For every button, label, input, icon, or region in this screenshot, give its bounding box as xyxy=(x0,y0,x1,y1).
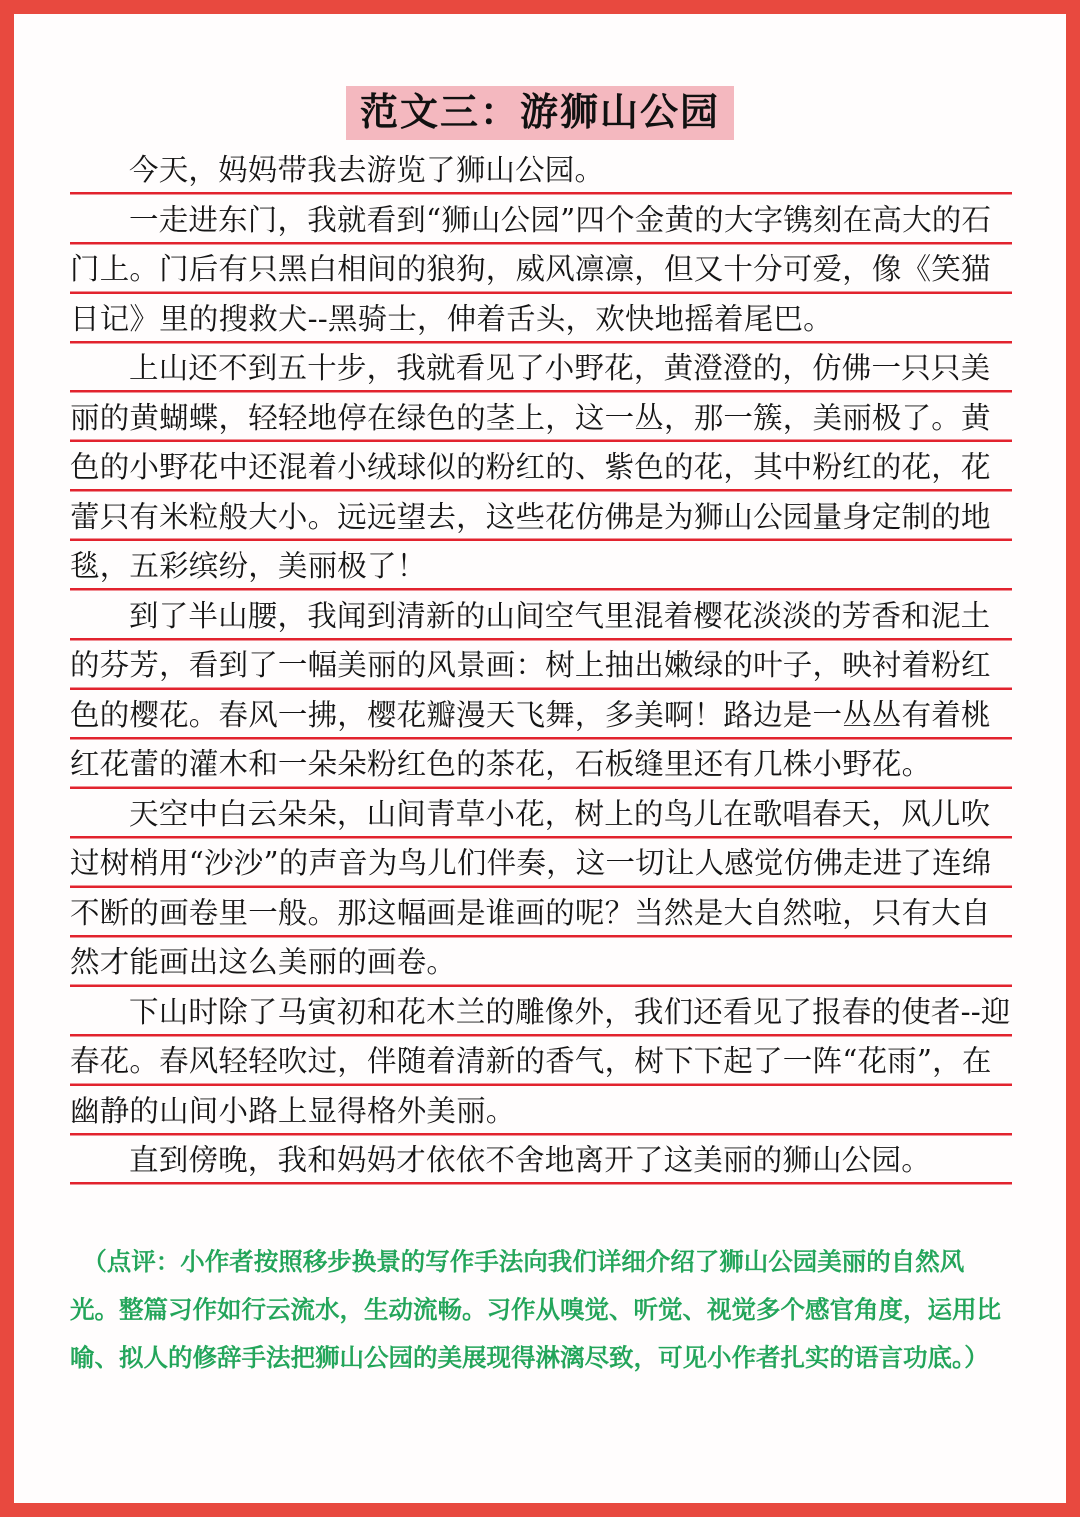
essay-paragraph-1: 今天，妈妈带我去游览了狮山公园。 xyxy=(70,146,1012,196)
essay-paragraph-5: 天空中白云朵朵，山间青草小花，树上的鸟儿在歌唱春天，风儿吹过树梢用“沙沙”的声音为鸟儿们伴奏，这一切让人感觉仿佛走进了连绵不断的画卷里一般。那这幅画是谁画的呢？当然是大自然啦，只有大自然才能画出这么美丽的画卷。 xyxy=(70,790,1012,988)
essay-title: 范文三：游狮山公园 xyxy=(346,86,734,140)
essay-paragraph-4: 到了半山腰，我闻到清新的山间空气里混着樱花淡淡的芳香和泥土的芬芳，看到了一幅美丽的风景画：树上抽出嫩绿的叶子，映衬着粉红色的樱花。春风一拂，樱花瓣漫天飞舞，多美啊！路边是一丛丛有着桃红花蕾的灌木和一朵朵粉红色的茶花，石板缝里还有几株小野花。 xyxy=(70,592,1012,790)
essay-paragraph-7: 直到傍晚，我和妈妈才依依不舍地离开了这美丽的狮山公园。 xyxy=(70,1136,1012,1186)
essay-paragraph-6: 下山时除了马寅初和花木兰的雕像外，我们还看见了报春的使者--迎春花。春风轻轻吹过，伴随着清新的香气，树下下起了一阵“花雨”，在幽静的山间小路上显得格外美丽。 xyxy=(70,988,1012,1137)
title-container xyxy=(0,86,1080,140)
teacher-comment: （点评：小作者按照移步换景的写作手法向我们详细介绍了狮山公园美丽的自然风光。整篇习作如行云流水，生动流畅。习作从嗅觉、听觉、视觉多个感官角度，运用比喻、拟人的修辞手法把狮山公园的美展现得淋漓尽致，可见小作者扎实的语言功底。） xyxy=(70,1247,1001,1372)
essay-paragraph-2: 一走进东门，我就看到“狮山公园”四个金黄的大字镌刻在高大的石门上。门后有只黑白相间的狼狗，威风凛凛，但又十分可爱，像《笑猫日记》里的搜救犬--黑骑士，伸着舌头，欢快地摇着尾巴。 xyxy=(70,196,1012,345)
essay-body xyxy=(70,146,1012,1186)
essay-paragraph-3: 上山还不到五十步，我就看见了小野花，黄澄澄的，仿佛一只只美丽的黄蝴蝶，轻轻地停在绿色的茎上，这一丛，那一簇，美丽极了。黄色的小野花中还混着小绒球似的粉红的、紫色的花，其中粉红的花，花蕾只有米粒般大小。远远望去，这些花仿佛是为狮山公园量身定制的地毯，五彩缤纷，美丽极了！ xyxy=(70,344,1012,592)
